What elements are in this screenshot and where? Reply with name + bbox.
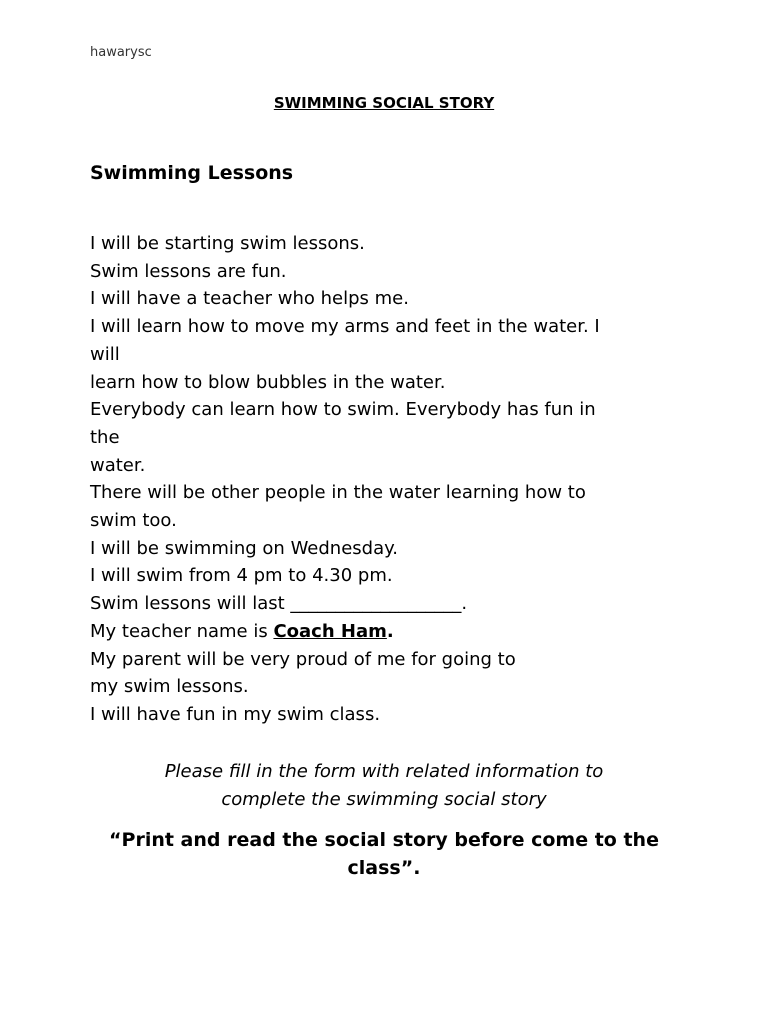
story-line: I will have a teacher who helps me. xyxy=(90,288,409,310)
teacher-line-suffix: . xyxy=(386,620,394,642)
teacher-line-prefix: My teacher name is xyxy=(90,620,274,642)
instructions-line: Please fill in the form with related information to xyxy=(164,761,604,782)
story-line: My parent will be very proud of me for going to xyxy=(90,648,516,670)
teacher-name: Coach Ham xyxy=(273,620,387,642)
story-line: the xyxy=(90,426,120,448)
section-heading: Swimming Lessons xyxy=(90,162,294,184)
teacher-line xyxy=(90,618,690,646)
story-body xyxy=(90,230,690,729)
story-line: I will have fun in my swim class. xyxy=(90,703,381,725)
story-line: swim too. xyxy=(90,510,177,532)
document-title: SWIMMING SOCIAL STORY xyxy=(273,94,495,112)
fill-in-instructions xyxy=(0,758,768,814)
story-line: water. xyxy=(90,454,146,476)
story-line: I will swim from 4 pm to 4.30 pm. xyxy=(90,565,393,587)
story-line: learn how to blow bubbles in the water. xyxy=(90,371,446,393)
story-line: There will be other people in the water learning how to xyxy=(90,482,586,504)
print-reminder-quote xyxy=(0,826,768,882)
story-line: my swim lessons. xyxy=(90,676,249,698)
story-line: I will learn how to move my arms and feet in the water. I xyxy=(90,316,600,338)
quote-line: class”. xyxy=(347,857,421,879)
instructions-line: complete the swimming social story xyxy=(221,789,547,810)
story-line: will xyxy=(90,343,120,365)
story-line: I will be starting swim lessons. xyxy=(90,233,365,254)
story-line: I will be swimming on Wednesday. xyxy=(90,537,398,559)
quote-line: “Print and read the social story before come to the xyxy=(109,829,659,851)
author-name: hawarysc xyxy=(90,45,152,60)
story-line: Swim lessons are fun. xyxy=(90,260,287,282)
story-line: Everybody can learn how to swim. Everybody has fun in xyxy=(90,399,596,421)
story-line-fill-blank: Swim lessons will last ___________________. xyxy=(90,593,468,615)
